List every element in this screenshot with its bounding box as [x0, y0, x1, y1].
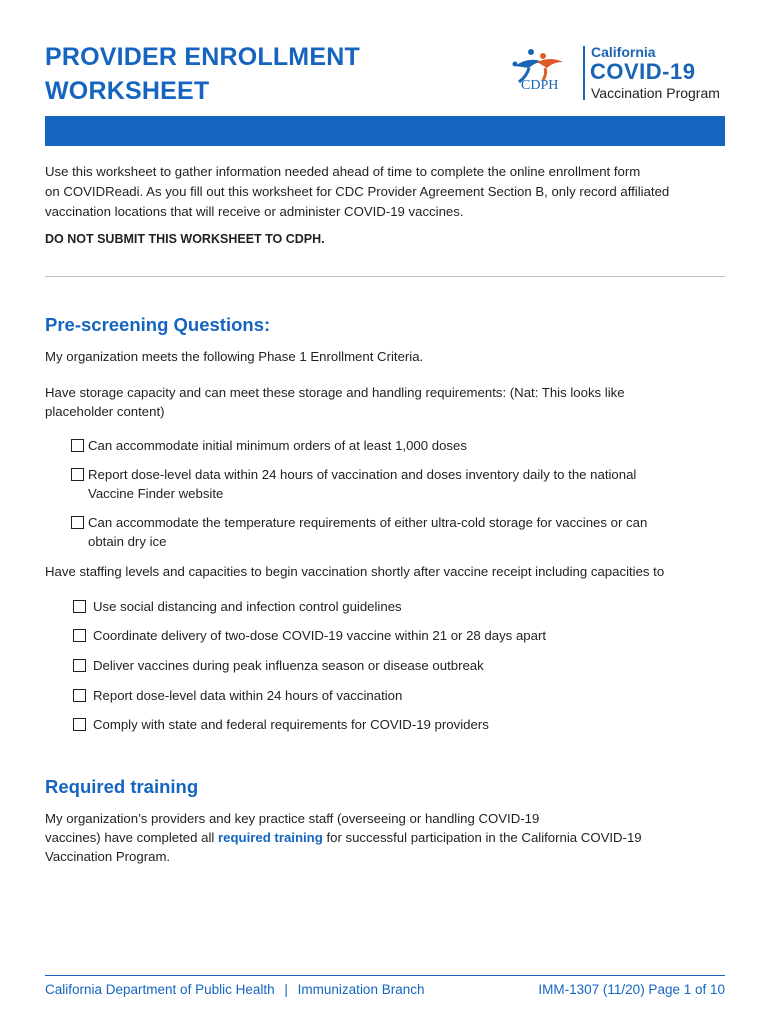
- intro-line-3: vaccination locations that will receive or administer COVID-19 vaccines.: [45, 204, 464, 219]
- checkbox-label: Comply with state and federal requirements for COVID-19 providers: [93, 717, 489, 732]
- checkbox[interactable]: [73, 629, 86, 642]
- storage-checkbox-item[interactable]: [71, 436, 688, 455]
- header-blue-bar: [45, 116, 725, 146]
- logo-divider: [583, 46, 585, 100]
- footer-branch: Immunization Branch: [297, 982, 425, 997]
- checkbox[interactable]: [73, 600, 86, 613]
- checkbox[interactable]: [71, 516, 84, 529]
- training-line-2-end: for successful participation in the California COVID-19: [322, 830, 642, 845]
- checkbox-label: Coordinate delivery of two-dose COVID-19 vaccine within 21 or 28 days apart: [93, 628, 546, 643]
- do-not-submit-notice: DO NOT SUBMIT THIS WORKSHEET TO CDPH.: [45, 232, 325, 246]
- checkbox-label: [88, 513, 688, 551]
- logo-state-text: California: [591, 44, 656, 60]
- staffing-checkbox-item[interactable]: [73, 597, 693, 616]
- training-line-1: My organization’s providers and key practice staff (overseeing or handling COVID-19: [45, 811, 540, 826]
- staffing-checkbox-item[interactable]: [73, 686, 693, 705]
- page-title: [45, 40, 360, 108]
- checkbox-label-line-1: Can accommodate the temperature requirements of either ultra-cold storage for vaccines or can: [88, 515, 648, 530]
- footer-page-info: IMM-1307 (11/20) Page 1 of 10: [538, 982, 725, 997]
- training-paragraph: [45, 809, 725, 866]
- checkbox-label: Report dose-level data within 24 hours of vaccination: [93, 688, 403, 703]
- prescreening-heading: Pre-screening Questions:: [45, 314, 271, 335]
- title-line-2: WORKSHEET: [45, 77, 210, 105]
- storage-checkbox-item[interactable]: [71, 465, 688, 503]
- checkbox[interactable]: [73, 689, 86, 702]
- staffing-checkbox-item[interactable]: [73, 626, 693, 645]
- storage-line-2: placeholder content): [45, 404, 165, 419]
- storage-checkbox-item[interactable]: [71, 513, 688, 551]
- footer-org-name: California Department of Public Health: [45, 982, 275, 997]
- logo-program-title: COVID-19: [590, 59, 696, 84]
- checkbox-label: Deliver vaccines during peak influenza season or disease outbreak: [93, 658, 484, 673]
- footer-divider: [45, 975, 725, 976]
- training-line-2-start: vaccines) have completed all: [45, 830, 218, 845]
- staffing-checkbox-item[interactable]: [73, 715, 693, 734]
- footer-separator: |: [284, 982, 288, 997]
- logo-program-subtitle: Vaccination Program: [591, 85, 720, 101]
- checkbox-label-line-2: obtain dry ice: [88, 534, 167, 549]
- checkbox[interactable]: [71, 468, 84, 481]
- intro-line-2: on COVIDReadi. As you fill out this worksheet for CDC Provider Agreement Section B, only record affiliated: [45, 184, 670, 199]
- checkbox-label-line-2: Vaccine Finder website: [88, 486, 224, 501]
- section-divider: [45, 276, 725, 277]
- enrollment-criteria-text: My organization meets the following Phase 1 Enrollment Criteria.: [45, 349, 424, 364]
- required-training-link[interactable]: required training: [218, 830, 323, 845]
- checkbox[interactable]: [71, 439, 84, 452]
- checkbox-label-line-1: Report dose-level data within 24 hours of vaccination and doses inventory daily to the national: [88, 467, 637, 482]
- california-covid19-vaccination-logo: [505, 44, 730, 104]
- staffing-checkbox-item[interactable]: [73, 656, 693, 675]
- intro-paragraph: [45, 162, 725, 222]
- required-training-heading: Required training: [45, 776, 199, 797]
- logo-cdph-text: CDPH: [521, 78, 559, 93]
- checkbox-label: [88, 465, 688, 503]
- staffing-requirements-text: Have staffing levels and capacities to begin vaccination shortly after vaccine receipt including capacities to: [45, 564, 665, 579]
- checkbox[interactable]: [73, 718, 86, 731]
- intro-line-1: Use this worksheet to gather information needed ahead of time to complete the online enrollment form: [45, 164, 641, 179]
- storage-line-1: Have storage capacity and can meet these storage and handling requirements: (Nat: This looks like: [45, 385, 625, 400]
- storage-requirements-text: [45, 383, 725, 421]
- footer-org: [45, 982, 424, 997]
- checkbox-label: Can accommodate initial minimum orders of at least 1,000 doses: [88, 438, 467, 453]
- title-line-1: PROVIDER ENROLLMENT: [45, 43, 360, 71]
- training-line-3: Vaccination Program.: [45, 849, 171, 864]
- checkbox-label: Use social distancing and infection control guidelines: [93, 599, 402, 614]
- checkbox[interactable]: [73, 659, 86, 672]
